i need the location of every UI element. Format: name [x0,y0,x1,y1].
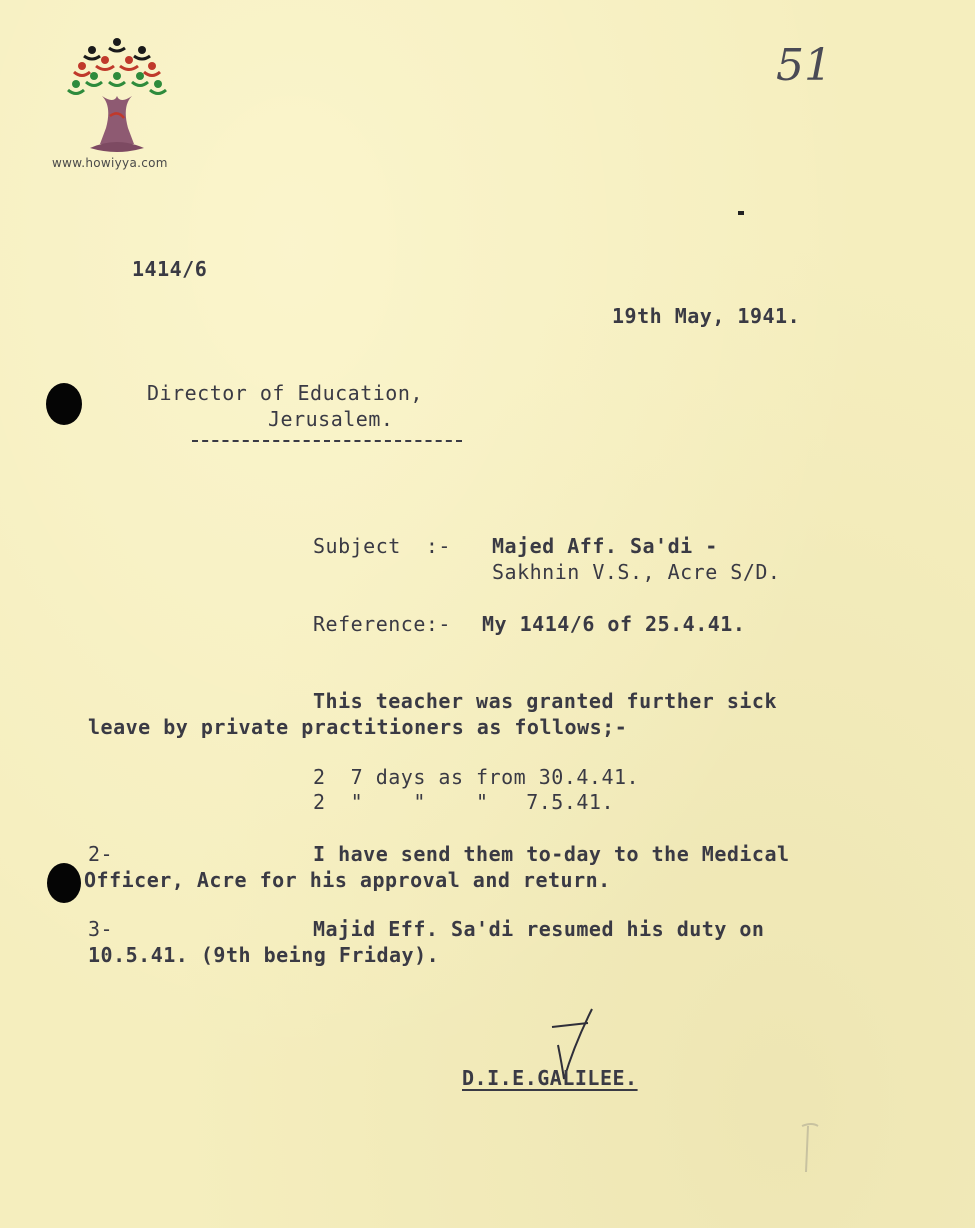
para3-line-1: Majid Eff. Sa'di resumed his duty on [313,917,765,941]
subject-line-2: Sakhnin V.S., Acre S/D. [492,560,781,584]
para2-number: 2- [88,842,114,866]
letter-date: 19th May, 1941. [612,304,801,328]
punch-hole-top [46,383,82,425]
addressee-line-1: Director of Education, [147,381,423,405]
tree-of-people-logo [62,36,172,166]
addressee-rule [192,440,462,442]
pencil-mark [796,1118,826,1178]
signature-block: D.I.E.GALILEE. [462,1066,638,1090]
para1-line-2: leave by private practitioners as follows;- [88,715,628,739]
leave-list-line-1: 2 7 days as from 30.4.41. [313,765,640,789]
para3-number: 3- [88,917,114,941]
para3-line-2: 10.5.41. (9th being Friday). [88,943,440,967]
subject-line-1: Majed Aff. Sa'di - [492,534,718,558]
leave-list-line-2: 2 " " " 7.5.41. [313,790,614,814]
punch-hole-bottom [47,863,81,903]
ink-speck [738,211,744,215]
para1-line-1: This teacher was granted further sick [313,689,778,713]
logo-url-text: www.howiyya.com [52,156,168,170]
reference-label: Reference:- [313,612,451,636]
reference-text: My 1414/6 of 25.4.41. [482,612,746,636]
addressee-line-2: Jerusalem. [268,407,394,431]
para2-line-2: Officer, Acre for his approval and return. [84,868,611,892]
subject-label: Subject :- [313,534,451,558]
page-number: 51 [776,40,832,91]
para2-line-1: I have send them to-day to the Medical [313,842,790,866]
file-reference: 1414/6 [132,257,208,281]
